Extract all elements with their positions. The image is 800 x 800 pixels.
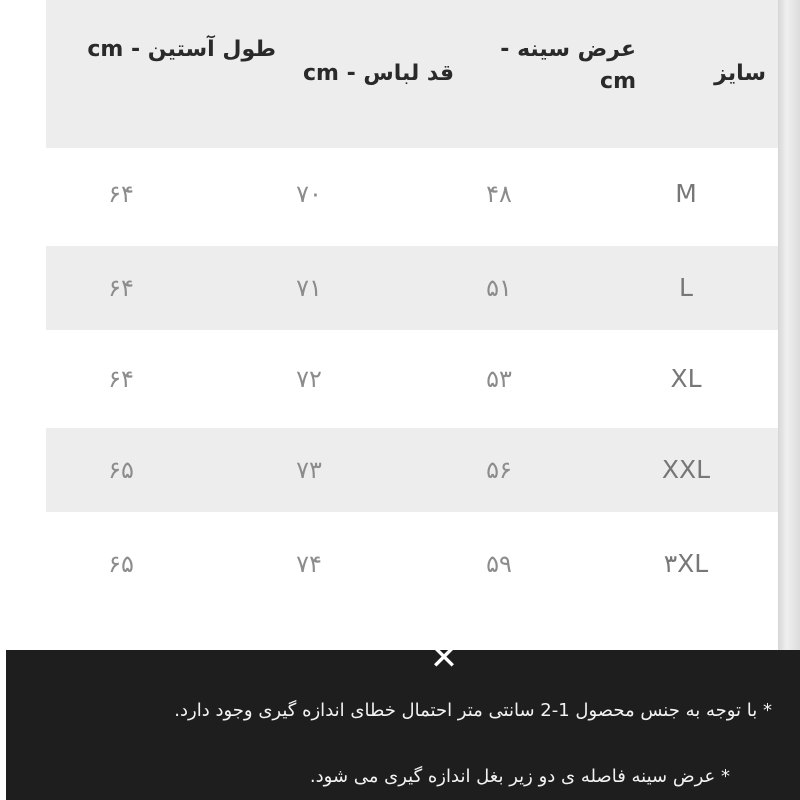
cell-size: L: [679, 273, 693, 302]
header-size: سایز: [714, 61, 766, 86]
table-row: [46, 522, 778, 606]
table-header-row: [46, 0, 778, 148]
cell-size: ۳XL: [663, 549, 709, 578]
chest-measurement-note: * عرض سینه فاصله ی دو زیر بغل اندازه گیری می شود.: [309, 766, 730, 787]
table-row: [46, 246, 778, 330]
table-row: [46, 152, 778, 236]
cell-sleeve: ۶۵: [108, 456, 134, 484]
header-chest-width: عرض سینه - cm: [500, 37, 636, 94]
cell-length: ۷۳: [296, 456, 322, 484]
close-icon[interactable]: ✕: [429, 638, 459, 678]
header-sleeve-length: طول آستین - cm: [87, 37, 276, 62]
cell-sleeve: ۶۴: [108, 274, 134, 302]
cell-chest: ۴۸: [486, 180, 512, 208]
cell-chest: ۵۶: [486, 456, 512, 484]
cell-sleeve: ۶۴: [108, 180, 134, 208]
table-row: [46, 428, 778, 512]
cell-length: ۷۲: [296, 365, 322, 393]
measurement-error-note: * با توجه به جنس محصول 1-2 سانتی متر احتمال خطای اندازه گیری وجود دارد.: [174, 700, 772, 721]
cell-length: ۷۰: [296, 180, 322, 208]
scrollbar-edge: [778, 0, 800, 650]
cell-size: XXL: [661, 455, 711, 484]
cell-chest: ۵۱: [486, 274, 512, 302]
cell-sleeve: ۶۴: [108, 365, 134, 393]
cell-size: XL: [670, 364, 702, 393]
header-garment-length: قد لباس - cm: [302, 61, 454, 86]
table-row: [46, 337, 778, 421]
cell-sleeve: ۶۵: [108, 550, 134, 578]
cell-length: ۷۴: [296, 550, 322, 578]
cell-length: ۷۱: [296, 274, 322, 302]
cell-chest: ۵۳: [486, 365, 512, 393]
cell-size: M: [675, 179, 697, 208]
cell-chest: ۵۹: [486, 550, 512, 578]
